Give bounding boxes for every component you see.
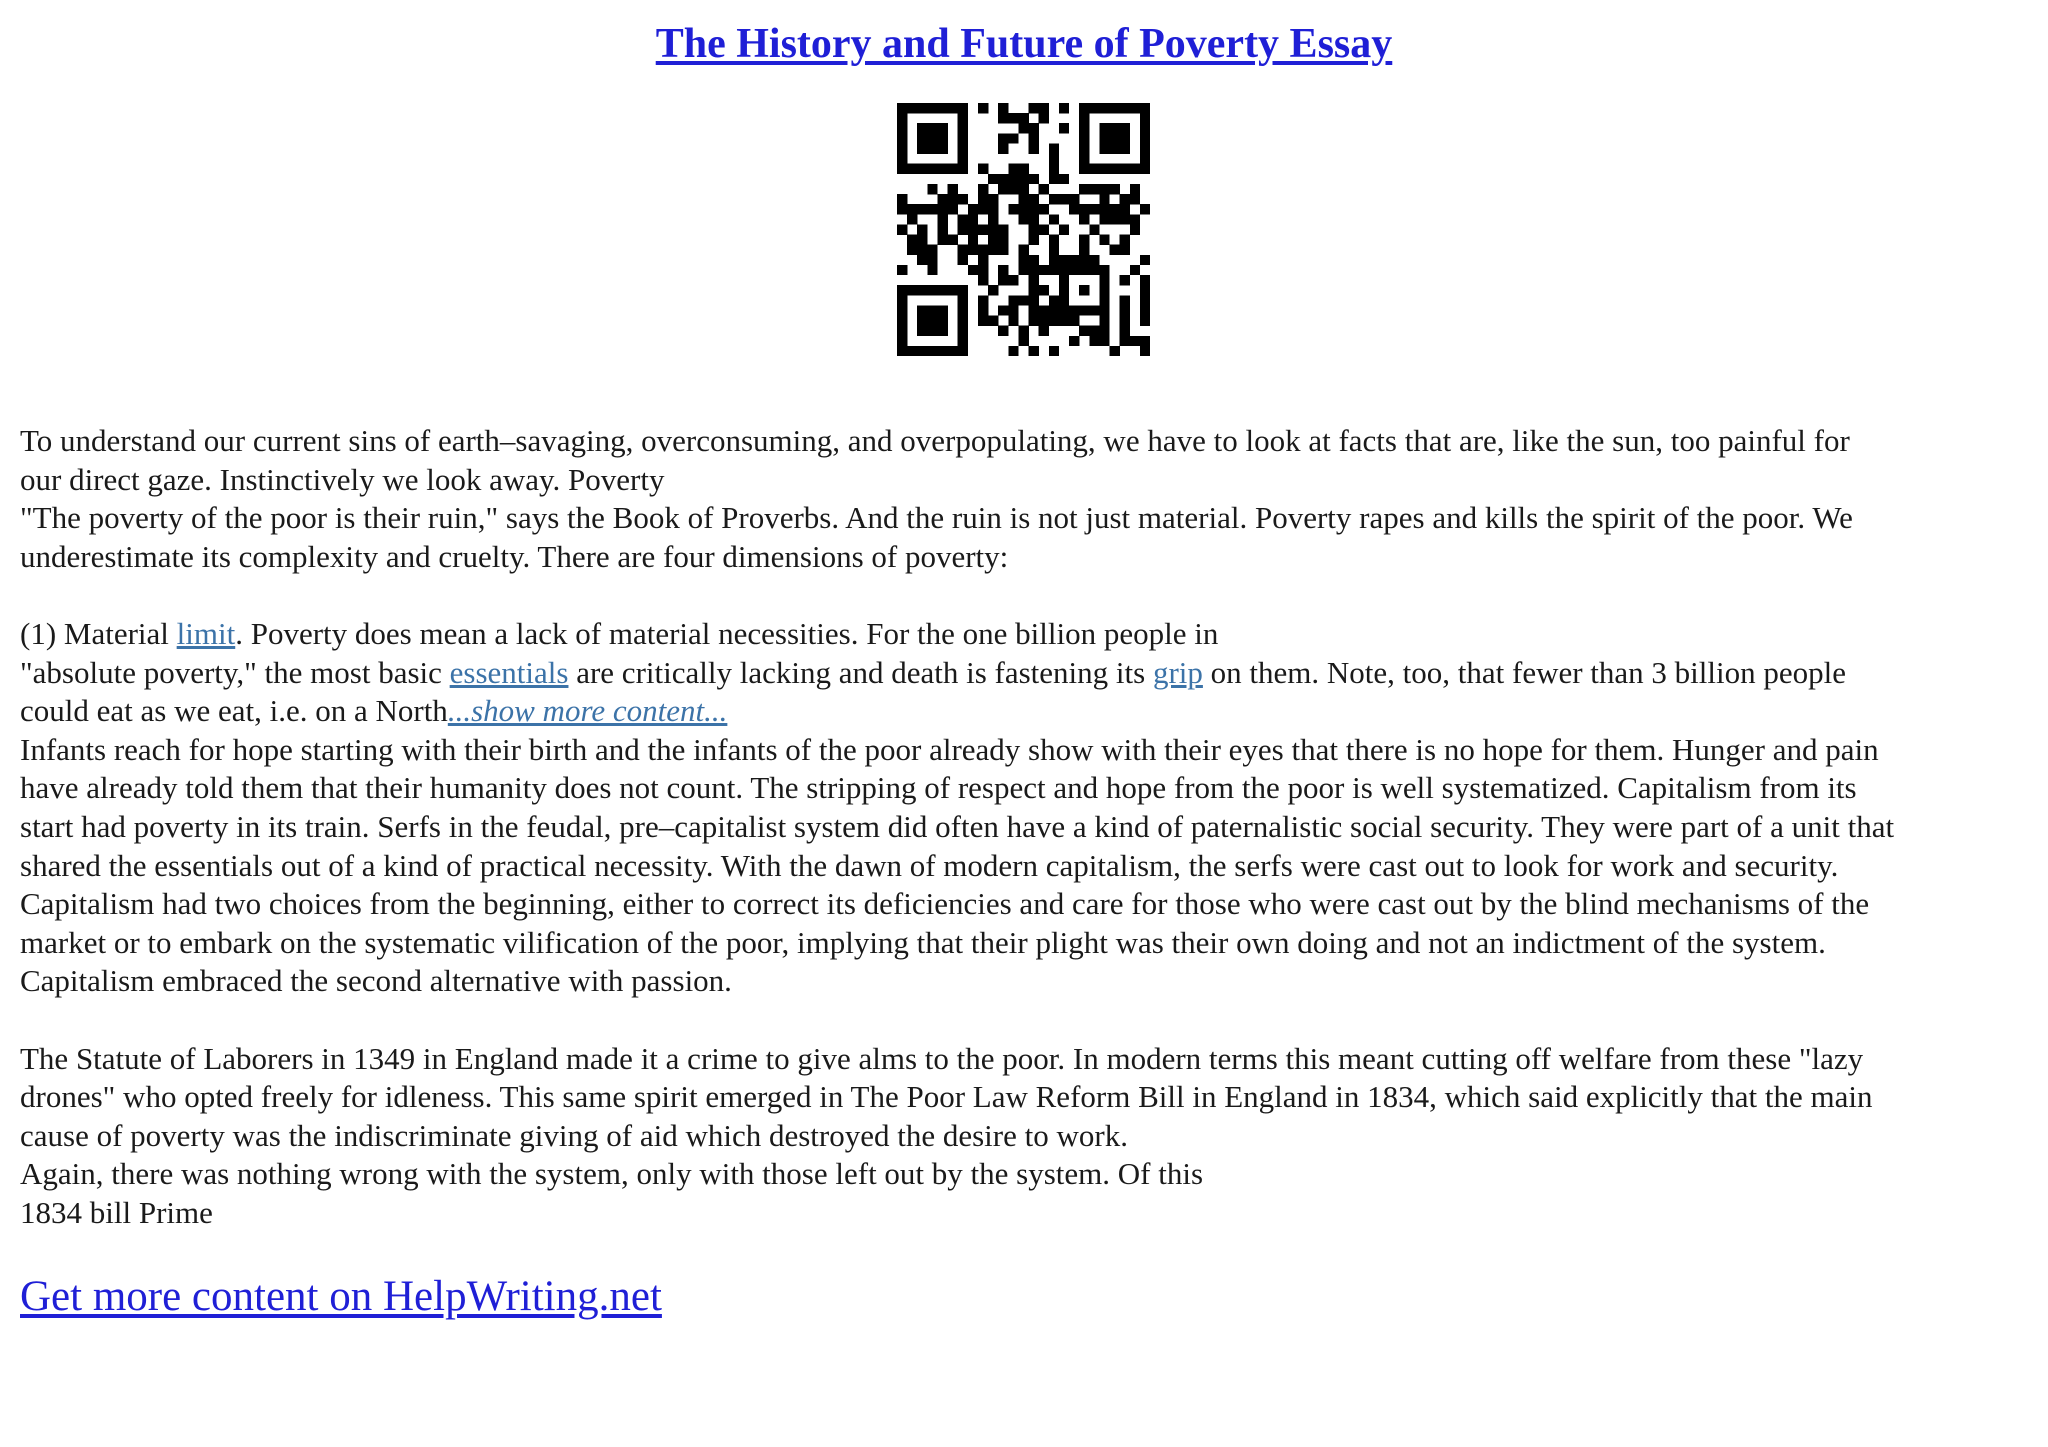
material-text-1: (1) Material: [20, 615, 177, 651]
intro-line-3: "The poverty of the poor is their ruin," says the Book of Proverbs. And the ruin is not just material. Poverty rapes and kills the spirit of the poor. We: [20, 500, 1853, 536]
helpwriting-link[interactable]: Get more content on HelpWriting.net: [20, 1273, 662, 1320]
paragraph-gap: [20, 576, 2030, 615]
keyword-link-essentials[interactable]: essentials: [449, 654, 569, 690]
intro-line-4: underestimate its complexity and cruelty. There are four dimensions of poverty:: [20, 538, 1009, 574]
page-title-link[interactable]: The History and Future of Poverty Essay: [655, 21, 1393, 67]
paragraph-gap: [20, 1001, 2030, 1040]
material-text-2: . Poverty does mean a lack of material necessities. For the one billion people in: [235, 615, 1219, 651]
material-text-4: are critically lacking and death is fastening its: [568, 654, 1153, 690]
material-text-5: on them. Note, too, that fewer than 3 billion people: [1202, 654, 1847, 690]
intro-line-1: To understand our current sins of earth–savaging, overconsuming, and overpopulating, we have to look at facts that are, like the sun, too painful for: [20, 423, 1850, 458]
material-text-6: could eat as we eat, i.e. on a North: [20, 693, 448, 729]
material-text-3: "absolute poverty," the most basic: [20, 654, 450, 690]
qr-code-icon: [897, 103, 1150, 356]
keyword-link-limit[interactable]: limit: [176, 615, 236, 651]
statute-paragraph: The Statute of Laborers in 1349 in England made it a crime to give alms to the poor. In modern terms this meant cutting off welfare from these "lazy drones" who opted freely for idleness. This same spirit emerged in The Poor Law Reform Bill in England in 1834, which said explicitly that the main cause of poverty was the indiscriminate giving of aid which destroyed the desire to work. Again, there was nothing wrong with the system, only with those left out by the system. Of this 1834 bill Prime: [20, 1040, 1873, 1230]
intro-paragraph: [20, 422, 2030, 576]
title-container: [0, 20, 2048, 68]
infants-paragraph: Infants reach for hope starting with their birth and the infants of the poor already show with their eyes that there is no hope for them. Hunger and pain have already told them that their humanity does not count. The stripping of respect and hope from the poor is well systematized. Capitalism from its start had poverty in its train. Serfs in the feudal, pre–capitalist system did often have a kind of paternalistic social security. They were part of a unit that shared the essentials out of a kind of practical necessity. With the dawn of modern capitalism, the serfs were cast out to look for work and security. Capitalism had two choices from the beginning, either to correct its deficiencies and care for those who were cast out by the blind mechanisms of the market or to embark on the systematic vilification of the poor, implying that their plight was their own doing and not an indictment of the system. Capitalism embraced the second alternative with passion.: [20, 731, 1895, 999]
intro-line-2: our direct gaze. Instinctively we look away. Poverty: [20, 461, 665, 497]
show-more-link[interactable]: ...show more content...: [447, 693, 728, 729]
essay-body: [20, 422, 2030, 1232]
material-paragraph: [20, 615, 2030, 731]
keyword-link-grip[interactable]: grip: [1152, 654, 1203, 690]
